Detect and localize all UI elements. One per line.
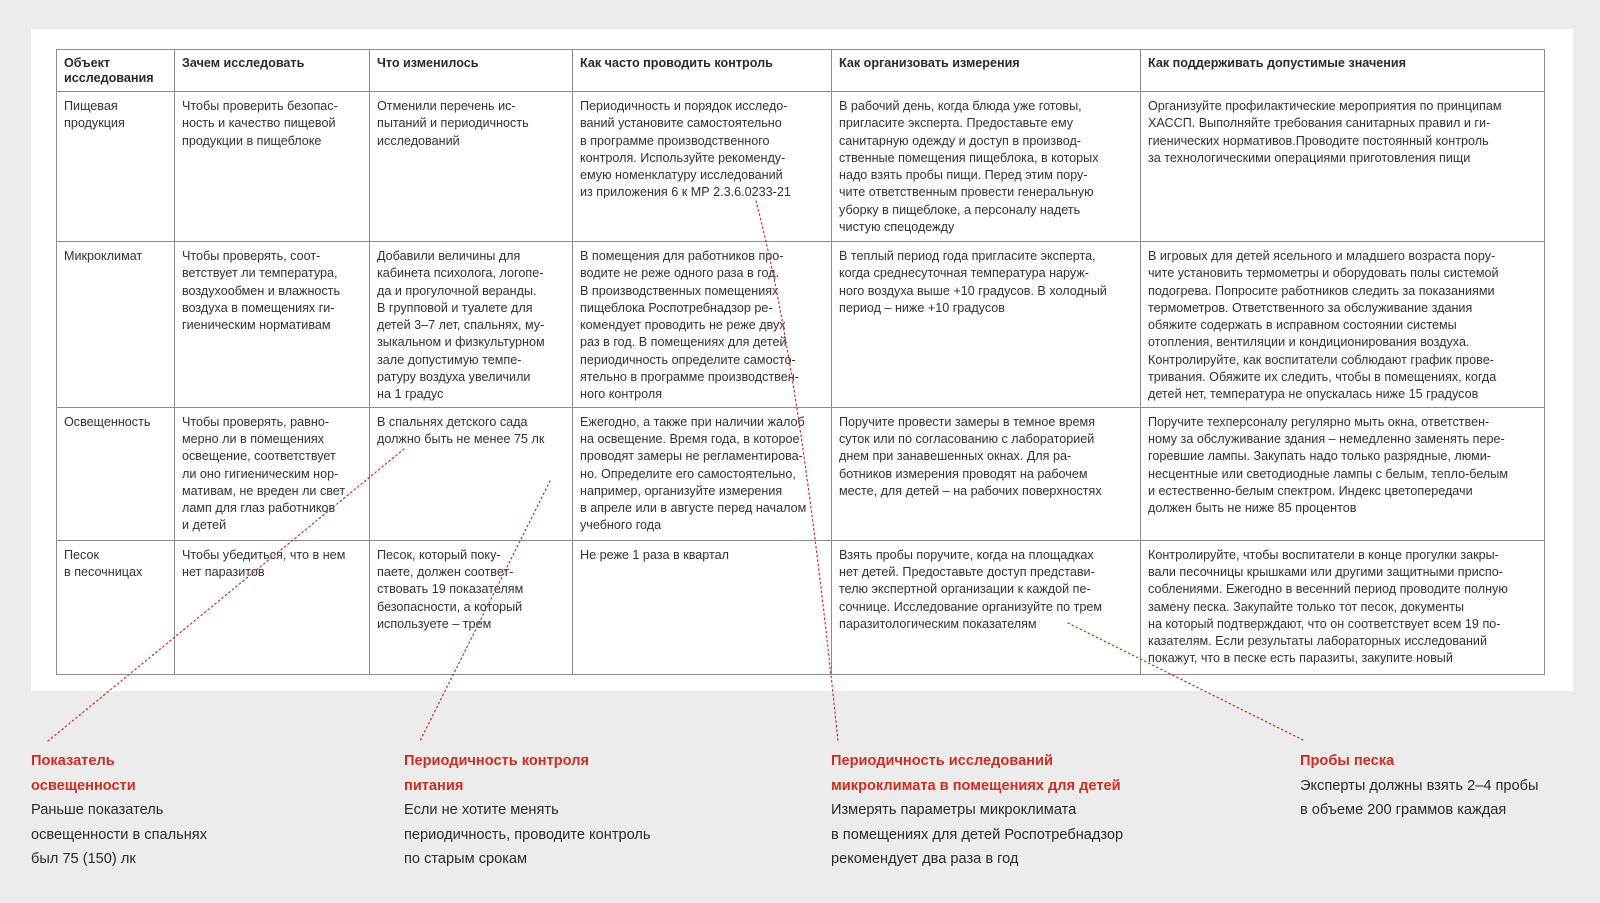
table-cell: Микроклимат xyxy=(57,242,175,408)
table-cell: В помещения для работников про- водите не реже одного раза в год. В производственных помещениях пищеблока Роспотребнадзор ре- комендует проводить не реже двух раз в год. В помещениях для детей периодичность определите самосто- ятельно в программе производствен- ного контроля xyxy=(573,242,832,408)
header-object: Объект исследования xyxy=(57,50,175,92)
table-header-row xyxy=(57,50,1545,92)
note-body: Эксперты должны взять 2–4 пробы в объеме 200 граммов каждая xyxy=(1300,777,1539,818)
table-cell: Чтобы проверять, соот- ветствует ли температура, воздухообмен и влажность воздуха в помещениях ги- гиеническим нормативам xyxy=(175,242,370,408)
note-microclimate xyxy=(831,749,1191,872)
table-cell: Поручите техперсоналу регулярно мыть окна, ответствен- ному за обслуживание здания – немедленно заменять пере- горевшие лампы. Закупать надо только разрядные, люми- несцентные или светодиодные лампы с белым, тепло-белым и естественно-белым спектром. Индекс цветопередачи должен быть не ниже 85 процентов xyxy=(1141,407,1545,540)
table-cell: Добавили величины для кабинета психолога, логопе- да и прогулочной веранды. В групповой и туалете для детей 3–7 лет, спальнях, му- зыкальном и физкультурном зале допустимую темпе- ратуру воздуха увеличили на 1 градус xyxy=(370,242,573,408)
table-cell: Периодичность и порядок исследо- ваний установите самостоятельно в программе производственного контроля. Используйте рекоменду- емую номенклатуру исследований из приложения 6 к МР 2.3.6.0233-21 xyxy=(573,92,832,242)
note-title: Пробы песка xyxy=(1300,753,1395,769)
header-changes: Что изменилось xyxy=(370,50,573,92)
table-row xyxy=(57,407,1545,540)
note-lighting xyxy=(31,749,331,872)
table-cell: В спальнях детского сада должно быть не менее 75 лк xyxy=(370,407,573,540)
table-cell: Песок в песочницах xyxy=(57,540,175,674)
table-cell: В теплый период года пригласите эксперта, когда среднесуточная температура наруж- ного воздуха выше +10 градусов. В холодный период – ниже +10 градусов xyxy=(832,242,1141,408)
note-title: Периодичность контроля питания xyxy=(404,753,589,794)
table-cell: Освещенность xyxy=(57,407,175,540)
note-body: Если не хотите менять периодичность, проводите контроль по старым срокам xyxy=(404,802,651,867)
header-why: Зачем исследовать xyxy=(175,50,370,92)
note-title: Периодичность исследований микроклимата в помещениях для детей xyxy=(831,753,1121,794)
table-cell: Взять пробы поручите, когда на площадках нет детей. Предоставьте доступ представи- телю экспертной организации к каждой пе- сочнице. Исследование организуйте по трем паразитологическим показателям xyxy=(832,540,1141,674)
table-cell: В игровых для детей ясельного и младшего возраста пору- чите установить термометры и оборудовать полы системой подогрева. Попросите работников следить за показаниями термометров. Ответственного за обслуживание здания обяжите содержать в исправном состоянии системы отопления, вентиляции и кондиционирования воздуха. Контролируйте, как воспитатели соблюдают график прове- тривания. Обяжите их следить, чтобы в помещениях, когда детей нет, температура не опускалась ниже 15 градусов xyxy=(1141,242,1545,408)
table-cell: Чтобы убедиться, что в нем нет паразитов xyxy=(175,540,370,674)
note-body: Измерять параметры микроклимата в помещениях для детей Роспотребнадзор рекомендует два раза в год xyxy=(831,802,1124,867)
header-maintain: Как поддерживать допустимые значения xyxy=(1141,50,1545,92)
sanitary-control-table xyxy=(56,49,1545,675)
table-row xyxy=(57,540,1545,674)
table-cell: Чтобы проверять, равно- мерно ли в помещениях освещение, соответствует ли оно гигиеническим нор- мативам, не вреден ли свет ламп для глаз работников и детей xyxy=(175,407,370,540)
table-row xyxy=(57,92,1545,242)
table-row xyxy=(57,242,1545,408)
table-cell: Чтобы проверить безопас- ность и качество пищевой продукции в пищеблоке xyxy=(175,92,370,242)
table-cell: Контролируйте, чтобы воспитатели в конце прогулки закры- вали песочницы крышками или другими защитными приспо- соблениями. Ежегодно в весенний период проводите полную замену песка. Закупайте только тот песок, документы на который подтверждают, что он соответствует всем 19 по- казателям. Если результаты лабораторных исследований покажут, что в песке есть паразиты, закупите новый xyxy=(1141,540,1545,674)
table-cell: Организуйте профилактические мероприятия по принципам ХАССП. Выполняйте требования санитарных правил и ги- гиенических нормативов.Проводите постоянный контроль за технологическими операциями приготовления пищи xyxy=(1141,92,1545,242)
table-cell: Песок, который поку- паете, должен соответ- ствовать 19 показателям безопасности, а который используете – трем xyxy=(370,540,573,674)
table-card xyxy=(31,29,1573,691)
table-cell: В рабочий день, когда блюда уже готовы, пригласите эксперта. Предоставьте ему санитарную одежду и доступ в производ- ственные помещения пищеблока, в которых надо взять пробы пищи. Перед этим пору- чите ответственным провести генеральную уборку в пищеблоке, а персоналу надеть чистую спецодежду xyxy=(832,92,1141,242)
note-food-control xyxy=(404,749,744,872)
note-body: Раньше показатель освещенности в спальнях был 75 (150) лк xyxy=(31,802,208,867)
header-organize: Как организовать измерения xyxy=(832,50,1141,92)
table-cell: Поручите провести замеры в темное время суток или по согласованию с лабораторией днем при занавешенных окнах. Для ра- ботников измерения проводят на рабочем месте, для детей – на рабочих поверхностях xyxy=(832,407,1141,540)
table-cell: Пищевая продукция xyxy=(57,92,175,242)
table-cell: Отменили перечень ис- пытаний и периодичность исследований xyxy=(370,92,573,242)
header-frequency: Как часто проводить контроль xyxy=(573,50,832,92)
table-cell: Ежегодно, а также при наличии жалоб на освещение. Время года, в которое проводят замеры не регламентирова- но. Определите его самостоятельно, например, организуйте измерения в апреле или в августе перед началом учебного года xyxy=(573,407,832,540)
note-title: Показатель освещенности xyxy=(31,753,136,794)
note-sand xyxy=(1300,749,1580,823)
table-cell: Не реже 1 раза в квартал xyxy=(573,540,832,674)
